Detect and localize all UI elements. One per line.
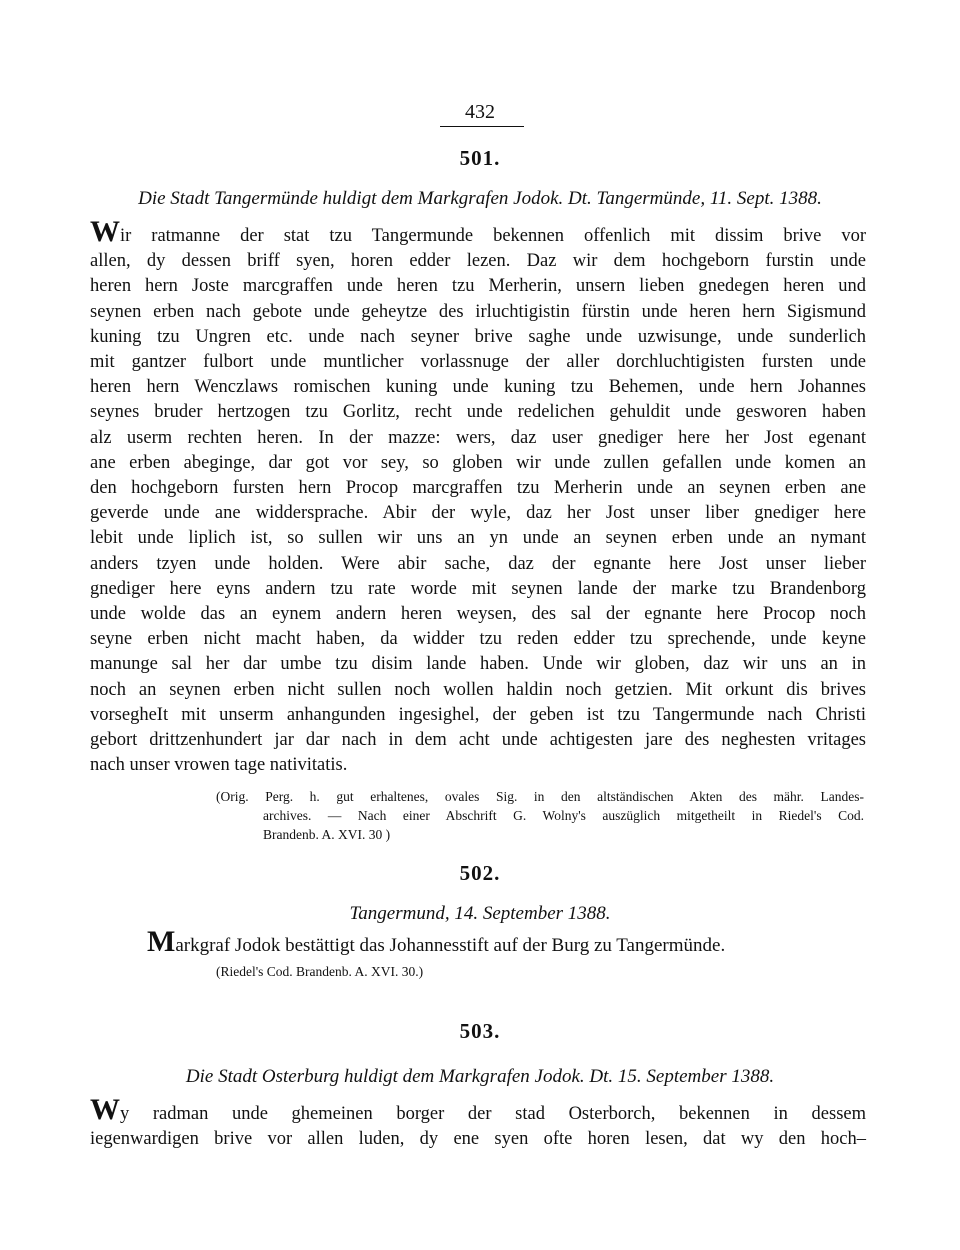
body-line: nach unser vrowen tage nativitatis.: [90, 755, 348, 776]
doc-503-title: Die Stadt Osterburg huldigt dem Markgrafen Jodok. Dt. 15. September 1388.: [185, 1066, 775, 1087]
doc-502-source-note: (Riedel's Cod. Brandenb. A. XVI. 30.): [216, 964, 424, 979]
body-line: noch an seynen erben nicht sullen noch wollen haldin noch getzien. Mit orkunt dis brives: [90, 679, 866, 700]
doc-503-body: [90, 1093, 866, 1152]
page-number: 432: [465, 101, 495, 123]
doc-501-title: Die Stadt Tangermünde huldigt dem Markgrafen Jodok. Dt. Tangermünde, 11. Sept. 1388.: [138, 188, 822, 209]
doc-502-title: Tangermund, 14. September 1388.: [349, 903, 611, 924]
doc-501-number: 501.: [459, 146, 501, 170]
body-line: geverde unde ane widdersprache. Abir der wyle, daz her Jost unser liber gnediger here: [90, 503, 866, 524]
body-line: Wy radman unde ghemeinen borger der stad Osterborch, bekennen in dessem: [90, 1093, 866, 1126]
body-line: seyne erben nicht macht haben, da widder tzu reden edder tzu sprechende, unde keyne: [90, 629, 866, 650]
doc-502-number: 502.: [459, 861, 501, 885]
note-line: Brandenb. A. XVI. 30 ): [263, 827, 391, 842]
body-line: gebort drittzenhundert jar dar nach in dem acht unde achtigesten jare des neghesten vritages: [90, 730, 866, 751]
body-line: ane erben abeginge, dar got vor sey, so globen wir unde zullen gefallen unde komen an: [90, 452, 866, 473]
drop-initial: M: [147, 925, 176, 958]
body-line: Wir ratmanne der stat tzu Tangermunde bekennen offenlich mit dissim brive vor: [90, 215, 866, 248]
doc-501-body: [90, 215, 866, 778]
body-line: gnediger here eyns andern tzu rate worde mit seynen lande der marke tzu Brandenborg: [90, 578, 866, 599]
body-line: manunge sal her dar umbe tzu disim lande haben. Unde wir globen, daz wir uns an in: [90, 654, 866, 675]
body-line: seynes bruder hertzogen tzu Gorlitz, recht unde redelichen gehuldit unde gesworen haben: [90, 402, 866, 423]
note-line: archives. — Nach einer Abschrift G. Wolny's auszüglich mitgetheilt in Riedel's Cod.: [263, 808, 864, 823]
doc-501-source-note: [216, 787, 864, 844]
body-line: anders tzyen unde holden. Were abir sache, daz der egnante here Jost unser lieber: [90, 553, 866, 574]
body-line: kuning tzu Ungren etc. unde nach seyner brive saghe unde uzwisunge, unde sunderlich: [90, 326, 866, 347]
body-line: allen, dy dessen briff syen, horen edder lezen. Daz wir dem hochgeborn furstin unde: [90, 251, 866, 272]
doc-502-summary: Markgraf Jodok bestättigt das Johannesstift auf der Burg zu Tangermünde.: [147, 925, 726, 958]
body-line: vorsegheIt mit unserm anhangunden ingesighel, der geben ist tzu Tangermunde nach Christi: [90, 704, 866, 725]
body-line: mit gantzer fulbort unde muntlicher vorlassnuge der aller dorchluchtigisten fursten unde: [90, 352, 866, 373]
body-line: seynen erben nach gebote unde geheytze des irluchtigistin fürstin unde heren hern Sigismund: [90, 301, 866, 322]
body-line: lebit unde liplich ist, so sullen wir uns an yn unde an seynen erben unde an nymant: [90, 528, 866, 549]
page-number-rule: [440, 126, 524, 127]
doc-503-number: 503.: [459, 1019, 501, 1043]
body-line: den hochgeborn fursten hern Procop marcgraffen tzu Merherin unde an seynen erben ane: [90, 478, 866, 499]
body-line: unde wolde das an eynem andern heren weysen, des sal der egnante here Procop noch: [90, 604, 866, 625]
note-line: (Orig. Perg. h. gut erhaltenes, ovales Sig. in den altständischen Akten des mähr. Landes-: [216, 789, 864, 804]
drop-initial: W: [90, 1093, 120, 1126]
body-line: heren hern Joste marcgraffen unde heren tzu Merherin, unsern lieben gnedegen heren und: [90, 276, 866, 297]
body-line: heren hern Wenczlaws romischen kuning unde kuning tzu Behemen, unde hern Johannes: [90, 377, 866, 398]
body-line: alz userm rechten heren. In der mazze: wers, daz user gnediger here her Jost egenant: [90, 427, 866, 448]
drop-initial: W: [90, 215, 120, 248]
body-line: iegenwardigen brive vor allen luden, dy ene syen ofte horen lesen, dat wy den hoch–: [90, 1129, 866, 1150]
